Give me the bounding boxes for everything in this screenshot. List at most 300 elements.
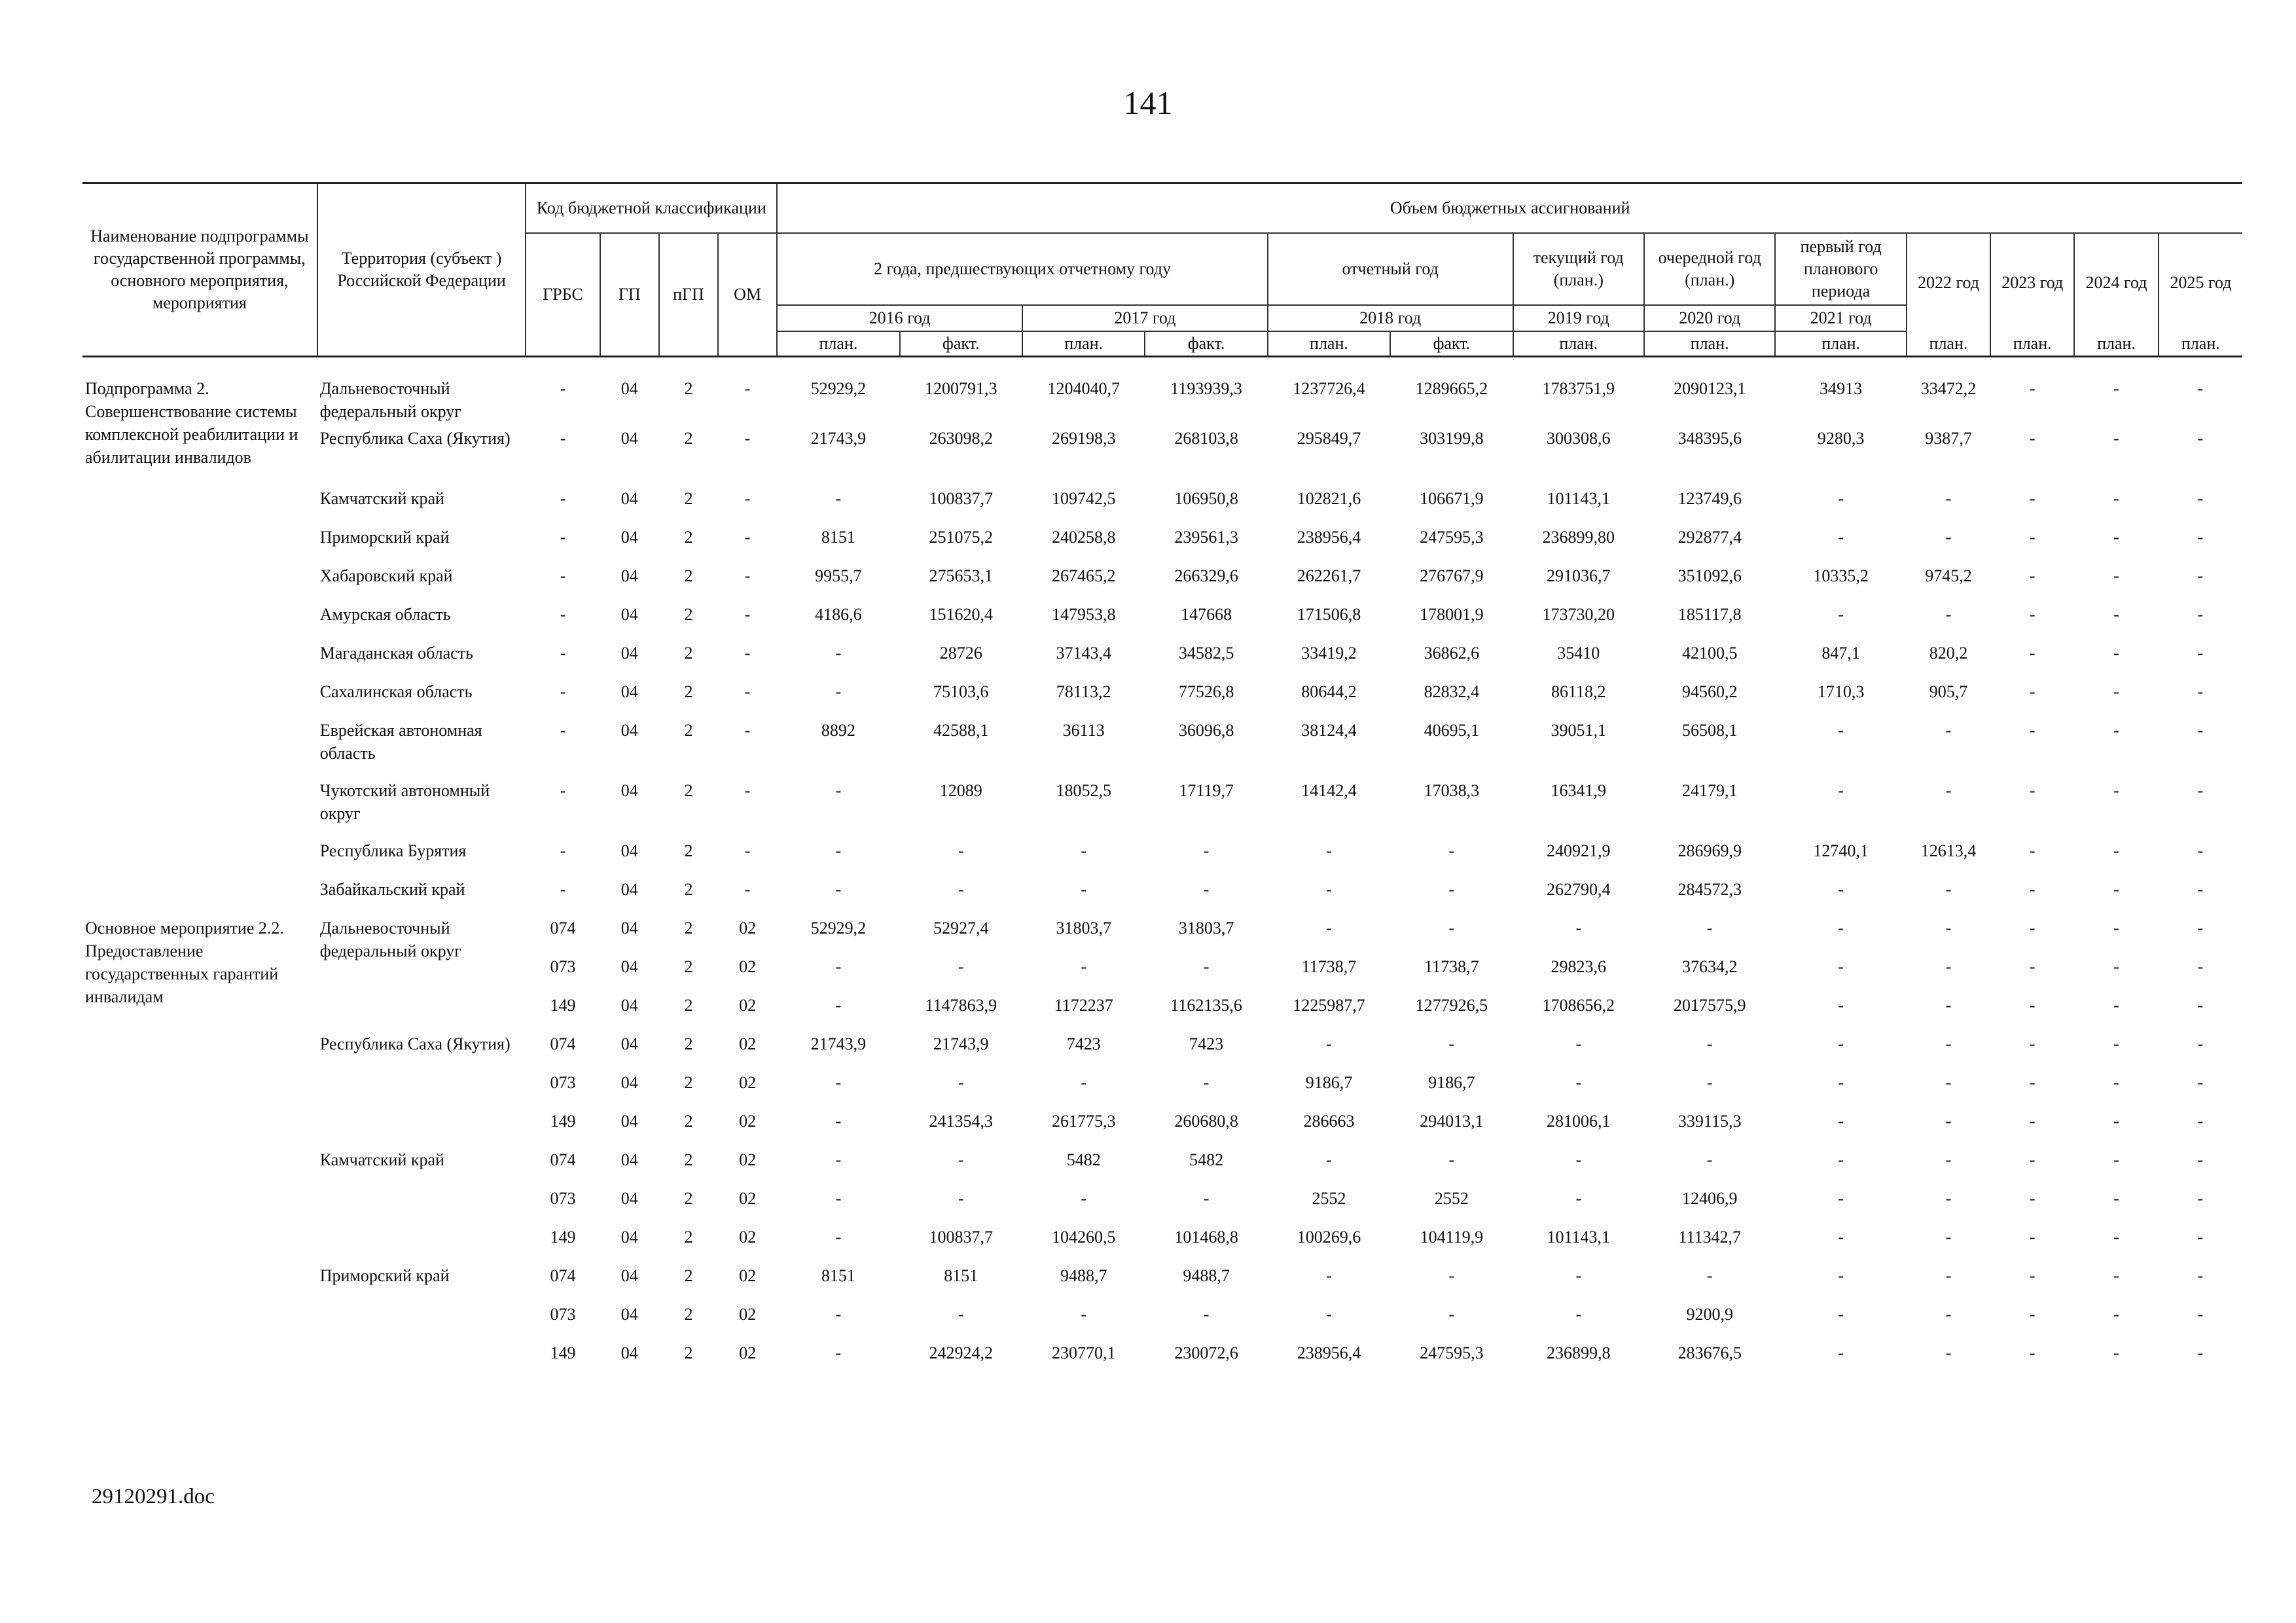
value-cell: - [2029, 489, 2036, 508]
value-cell: - [1326, 1266, 1332, 1285]
value-cell: 21743,9 [810, 1034, 867, 1053]
value-cell: 28726 [939, 644, 982, 663]
value-cell: - [2197, 1189, 2204, 1208]
om-code: - [744, 528, 751, 547]
pgp-code: 2 [684, 841, 693, 860]
om-code: 02 [739, 1228, 757, 1247]
value-cell: 101468,8 [1174, 1228, 1238, 1247]
om-code: - [744, 566, 751, 585]
value-cell: 9488,7 [1060, 1266, 1107, 1285]
grbs-code: - [560, 528, 566, 547]
value-cell: 12740,1 [1813, 841, 1869, 860]
grbs-code: - [560, 682, 566, 701]
value-cell: 16341,9 [1551, 781, 1607, 800]
value-cell: - [2113, 1305, 2119, 1324]
value-cell: - [2197, 1305, 2204, 1324]
value-cell: - [958, 1073, 964, 1092]
header-plan: план. [1907, 331, 1990, 357]
value-cell: - [2197, 781, 2204, 800]
value-cell: - [2113, 1073, 2119, 1092]
table-row [82, 719, 2242, 779]
value-cell: - [1081, 841, 1087, 860]
value-cell: - [1838, 1266, 1844, 1285]
value-cell: - [1838, 1343, 1844, 1362]
value-cell: 295849,7 [1297, 429, 1361, 448]
pgp-code: 2 [684, 1189, 693, 1208]
value-cell: 2552 [1312, 1189, 1346, 1208]
value-cell: - [2029, 429, 2036, 448]
value-cell: - [1326, 1034, 1332, 1053]
grbs-code: - [560, 605, 566, 624]
value-cell: - [2197, 1034, 2204, 1053]
value-cell: 241354,3 [929, 1112, 994, 1131]
om-code: 02 [739, 1150, 757, 1169]
value-cell: - [1575, 919, 1582, 938]
value-cell: - [1448, 1305, 1455, 1324]
value-cell: 8151 [821, 528, 855, 547]
budget-table [82, 182, 2242, 1380]
value-cell: 8151 [821, 1266, 855, 1285]
grbs-code: - [560, 841, 566, 860]
value-cell: 247595,3 [1420, 1343, 1484, 1362]
territory-name: Сахалинская область [319, 682, 473, 701]
table-row [82, 357, 2242, 428]
value-cell: - [835, 682, 842, 701]
value-cell: 56508,1 [1681, 721, 1738, 740]
grbs-code: - [560, 566, 566, 585]
value-cell: - [1838, 605, 1844, 624]
value-cell: - [1838, 1189, 1844, 1208]
value-cell: - [1203, 1305, 1210, 1324]
value-cell: 178001,9 [1420, 605, 1484, 624]
page-number: 141 [1123, 84, 1173, 121]
om-code: 02 [739, 1112, 757, 1131]
table-row [82, 917, 2242, 955]
grbs-code: 073 [550, 1305, 576, 1324]
value-cell: - [1945, 528, 1952, 547]
program-name: Основное мероприятие 2.2. Предоставление государственных гарантий инвалидам [85, 919, 284, 1007]
value-cell: - [1838, 1073, 1844, 1092]
pgp-code: 2 [684, 721, 693, 740]
value-cell: 1193939,3 [1170, 379, 1242, 398]
value-cell: - [1838, 1112, 1844, 1131]
value-cell: - [958, 1150, 964, 1169]
grbs-code: 074 [550, 1034, 576, 1053]
pgp-code: 2 [684, 1343, 693, 1362]
value-cell: 17119,7 [1179, 781, 1234, 800]
value-cell: - [2029, 841, 2036, 860]
gp-code: 04 [620, 379, 638, 398]
table-row [82, 680, 2242, 719]
value-cell: - [2197, 682, 2204, 701]
value-cell: 78113,2 [1056, 682, 1111, 701]
grbs-code: 073 [550, 957, 576, 976]
value-cell: - [835, 1343, 842, 1362]
value-cell: - [835, 489, 842, 508]
header-2025: 2025 год [2159, 233, 2242, 331]
grbs-code: - [560, 489, 566, 508]
value-cell: - [1945, 1034, 1952, 1053]
value-cell: 242924,2 [929, 1343, 994, 1362]
value-cell: - [1575, 1034, 1582, 1053]
value-cell: 291036,7 [1547, 566, 1611, 585]
value-cell: - [1945, 721, 1952, 740]
value-cell: 1783751,9 [1542, 379, 1615, 398]
value-cell: - [1575, 1305, 1582, 1324]
value-cell: 12406,9 [1681, 1189, 1738, 1208]
value-cell: - [2113, 957, 2119, 976]
value-cell: - [2113, 1150, 2119, 1169]
value-cell: - [2029, 880, 2036, 899]
value-cell: - [2197, 566, 2204, 585]
value-cell: - [2113, 429, 2119, 448]
value-cell: 1708656,2 [1542, 996, 1615, 1015]
header-gp: ГП [600, 233, 659, 357]
value-cell: 292877,4 [1677, 528, 1742, 547]
value-cell: - [2197, 841, 2204, 860]
value-cell: 260680,8 [1174, 1112, 1238, 1131]
value-cell: - [1326, 841, 1332, 860]
value-cell: - [1326, 919, 1332, 938]
value-cell: - [1448, 919, 1455, 938]
gp-code: 04 [620, 429, 638, 448]
value-cell: 33419,2 [1301, 644, 1357, 663]
header-report-year: отчетный год [1268, 233, 1513, 305]
value-cell: 2090123,1 [1673, 379, 1746, 398]
grbs-code: 073 [550, 1073, 576, 1092]
grbs-code: 149 [550, 1228, 576, 1247]
value-cell: - [2113, 644, 2119, 663]
value-cell: - [835, 644, 842, 663]
value-cell: 2017575,9 [1673, 996, 1746, 1015]
value-cell: - [1326, 1150, 1332, 1169]
table-row [82, 1264, 2242, 1303]
table-row [82, 526, 2242, 564]
value-cell: 52927,4 [933, 919, 989, 938]
value-cell: - [2113, 1112, 2119, 1131]
value-cell: - [1575, 1150, 1582, 1169]
value-cell: - [1203, 1073, 1210, 1092]
value-cell: 261775,3 [1051, 1112, 1116, 1131]
table-row [82, 1148, 2242, 1187]
om-code: - [744, 605, 751, 624]
om-code: 02 [739, 1343, 757, 1362]
gp-code: 04 [620, 781, 638, 800]
header-plan: план. [2159, 331, 2242, 357]
territory-name: Дальневосточный федеральный округ [319, 379, 461, 422]
header-2021: 2021 год [1775, 305, 1906, 331]
value-cell: - [1838, 1034, 1844, 1053]
om-code: 02 [739, 1266, 757, 1285]
om-code: - [744, 429, 751, 448]
value-cell: - [2029, 1228, 2036, 1247]
pgp-code: 2 [684, 1266, 693, 1285]
territory-name: Чукотский автономный округ [319, 781, 490, 824]
table-row [82, 878, 2242, 917]
gp-code: 04 [620, 919, 638, 938]
value-cell: - [1945, 919, 1952, 938]
territory-name: Еврейская автономная область [319, 721, 482, 763]
table-row [82, 603, 2242, 642]
value-cell: - [1838, 1150, 1844, 1169]
value-cell: 262261,7 [1297, 566, 1361, 585]
grbs-code: 073 [550, 1189, 576, 1208]
pgp-code: 2 [684, 957, 693, 976]
value-cell: 266329,6 [1174, 566, 1238, 585]
pgp-code: 2 [684, 566, 693, 585]
header-territory: Территория (субъект ) Российской Федерации [317, 183, 526, 357]
header-grbs: ГРБС [526, 233, 600, 357]
value-cell: 42588,1 [933, 721, 989, 740]
territory-name: Хабаровский край [319, 566, 453, 585]
value-cell: 18052,5 [1056, 781, 1111, 800]
value-cell: - [1945, 1189, 1952, 1208]
value-cell: - [1838, 489, 1844, 508]
value-cell: 38124,4 [1301, 721, 1357, 740]
value-cell: 111342,7 [1678, 1228, 1741, 1247]
value-cell: 21743,9 [933, 1034, 989, 1053]
table-header [82, 183, 2242, 357]
gp-code: 04 [620, 528, 638, 547]
value-cell: 236899,8 [1547, 1343, 1611, 1362]
value-cell: 820,2 [1929, 644, 1968, 663]
value-cell: 1225987,7 [1293, 996, 1365, 1015]
grbs-code: 149 [550, 996, 576, 1015]
value-cell: 31803,7 [1056, 919, 1111, 938]
table-row [82, 427, 2242, 487]
value-cell: 1289665,2 [1415, 379, 1488, 398]
value-cell: - [1838, 1228, 1844, 1247]
value-cell: - [2029, 528, 2036, 547]
value-cell: - [1945, 996, 1952, 1015]
pgp-code: 2 [684, 379, 693, 398]
value-cell: 9488,7 [1183, 1266, 1230, 1285]
pgp-code: 2 [684, 996, 693, 1015]
value-cell: - [1706, 1150, 1713, 1169]
grbs-code: - [560, 429, 566, 448]
value-cell: - [835, 1305, 842, 1324]
table-row [82, 1032, 2242, 1071]
value-cell: - [1838, 781, 1844, 800]
value-cell: - [958, 880, 964, 899]
value-cell: - [1203, 880, 1210, 899]
value-cell: - [2029, 1112, 2036, 1131]
gp-code: 04 [620, 1073, 638, 1092]
value-cell: - [1945, 1228, 1952, 1247]
grbs-code: 149 [550, 1112, 576, 1131]
value-cell: 40695,1 [1424, 721, 1480, 740]
pgp-code: 2 [684, 781, 693, 800]
value-cell: - [2029, 379, 2036, 398]
value-cell: 240921,9 [1547, 841, 1611, 860]
value-cell: 240258,8 [1051, 528, 1116, 547]
value-cell: 230770,1 [1051, 1343, 1116, 1362]
gp-code: 04 [620, 566, 638, 585]
value-cell: 106671,9 [1420, 489, 1484, 508]
value-cell: 300308,6 [1547, 429, 1611, 448]
value-cell: 348395,6 [1677, 429, 1742, 448]
value-cell: 268103,8 [1174, 429, 1238, 448]
header-first-plan-year: первый год планового периода [1775, 233, 1906, 305]
value-cell: 286969,9 [1677, 841, 1742, 860]
value-cell: 185117,8 [1677, 605, 1742, 624]
value-cell: 239561,3 [1174, 528, 1238, 547]
header-next-year: очередной год (план.) [1644, 233, 1775, 305]
value-cell: - [2197, 721, 2204, 740]
value-cell: 104119,9 [1420, 1228, 1484, 1247]
value-cell: 5482 [1066, 1150, 1101, 1169]
value-cell: - [2197, 528, 2204, 547]
value-cell: - [1945, 1150, 1952, 1169]
value-cell: - [835, 1150, 842, 1169]
territory-name: Камчатский край [319, 489, 444, 508]
value-cell: - [2197, 1150, 2204, 1169]
value-cell: - [835, 841, 842, 860]
value-cell: - [2029, 1073, 2036, 1092]
pgp-code: 2 [684, 1112, 693, 1131]
value-cell: 275653,1 [929, 566, 994, 585]
header-fact: факт. [1145, 331, 1267, 357]
value-cell: 1147863,9 [925, 996, 997, 1015]
value-cell: - [1838, 880, 1844, 899]
value-cell: - [1575, 1073, 1582, 1092]
value-cell: 9387,7 [1925, 429, 1972, 448]
value-cell: 34913 [1820, 379, 1863, 398]
value-cell: - [2029, 605, 2036, 624]
value-cell: - [835, 996, 842, 1015]
value-cell: - [1081, 1189, 1087, 1208]
territory-name: Камчатский край [319, 1150, 444, 1169]
value-cell: - [2113, 528, 2119, 547]
value-cell: - [958, 1305, 964, 1324]
value-cell: - [1945, 781, 1952, 800]
pgp-code: 2 [684, 489, 693, 508]
value-cell: 39051,1 [1551, 721, 1607, 740]
value-cell: 351092,6 [1677, 566, 1742, 585]
header-name: Наименование подпрограммы государственной программы, основного мероприятия, мероприятия [82, 183, 317, 357]
value-cell: 36862,6 [1424, 644, 1480, 663]
value-cell: 10335,2 [1813, 566, 1869, 585]
value-cell: 11738,7 [1301, 957, 1357, 976]
value-cell: - [2029, 1343, 2036, 1362]
header-volume-group: Объем бюджетных ассигнований [777, 183, 2242, 234]
om-code: - [744, 379, 751, 398]
territory-name: Забайкальский край [319, 880, 465, 899]
value-cell: - [1706, 1266, 1713, 1285]
header-2019: 2019 год [1513, 305, 1644, 331]
header-2017: 2017 год [1022, 305, 1268, 331]
value-cell: - [2197, 996, 2204, 1015]
value-cell: - [2029, 957, 2036, 976]
value-cell: - [1838, 919, 1844, 938]
value-cell: 147668 [1181, 605, 1232, 624]
value-cell: - [2197, 379, 2204, 398]
value-cell: 52929,2 [810, 919, 867, 938]
value-cell: 9280,3 [1817, 429, 1865, 448]
value-cell: 109742,5 [1051, 489, 1116, 508]
value-cell: 100837,7 [929, 1228, 994, 1247]
header-plan: план. [1268, 331, 1390, 357]
value-cell: - [1838, 996, 1844, 1015]
om-code: - [744, 644, 751, 663]
value-cell: - [2113, 919, 2119, 938]
gp-code: 04 [620, 1266, 638, 1285]
value-cell: 8151 [944, 1266, 978, 1285]
value-cell: 35410 [1557, 644, 1600, 663]
value-cell: - [2029, 1034, 2036, 1053]
program-name: Подпрограмма 2. Совершенствование системы комплексной реабилитации и абилитации инвалидов [85, 379, 298, 467]
value-cell: 82832,4 [1424, 682, 1480, 701]
value-cell: 12089 [939, 781, 982, 800]
value-cell: - [1326, 880, 1332, 899]
header-2024: 2024 год [2074, 233, 2158, 331]
territory-name: Амурская область [319, 605, 451, 624]
gp-code: 04 [620, 957, 638, 976]
pgp-code: 2 [684, 1034, 693, 1053]
value-cell: 303199,8 [1420, 429, 1484, 448]
pgp-code: 2 [684, 1305, 693, 1324]
header-plan: план. [1644, 331, 1775, 357]
pgp-code: 2 [684, 880, 693, 899]
value-cell: 151620,4 [929, 605, 994, 624]
header-fact: факт. [900, 331, 1022, 357]
header-om: ОМ [718, 233, 777, 357]
header-two-years: 2 года, предшествующих отчетному году [777, 233, 1268, 305]
gp-code: 04 [620, 489, 638, 508]
gp-code: 04 [620, 644, 638, 663]
value-cell: 339115,3 [1677, 1112, 1742, 1131]
value-cell: 29823,6 [1551, 957, 1607, 976]
value-cell: - [1945, 957, 1952, 976]
pgp-code: 2 [684, 1150, 693, 1169]
territory-name: Республика Саха (Якутия) [319, 429, 511, 448]
grbs-code: 074 [550, 1150, 576, 1169]
value-cell: 33472,2 [1920, 379, 1977, 398]
value-cell: 75103,6 [933, 682, 989, 701]
header-plan: план. [1775, 331, 1906, 357]
value-cell: - [1203, 957, 1210, 976]
value-cell: - [2113, 1266, 2119, 1285]
header-2016: 2016 год [777, 305, 1022, 331]
value-cell: - [2029, 721, 2036, 740]
value-cell: 36096,8 [1178, 721, 1234, 740]
value-cell: 7423 [1189, 1034, 1224, 1053]
grbs-code: - [560, 781, 566, 800]
table-body [82, 357, 2242, 1381]
territory-name: Приморский край [319, 1266, 450, 1285]
value-cell: 9955,7 [815, 566, 862, 585]
grbs-code: - [560, 880, 566, 899]
value-cell: 1237726,4 [1293, 379, 1365, 398]
value-cell: - [2113, 379, 2119, 398]
value-cell: - [1326, 1305, 1332, 1324]
value-cell: - [2113, 1189, 2119, 1208]
grbs-code: - [560, 379, 566, 398]
value-cell: - [2197, 1266, 2204, 1285]
value-cell: 42100,5 [1681, 644, 1738, 663]
om-code: 02 [739, 1034, 757, 1053]
gp-code: 04 [620, 1228, 638, 1247]
value-cell: 147953,8 [1051, 605, 1116, 624]
gp-code: 04 [620, 721, 638, 740]
document-filename: 29120291.doc [92, 1485, 215, 1508]
om-code: 02 [739, 1305, 757, 1324]
value-cell: 847,1 [1821, 644, 1860, 663]
gp-code: 04 [620, 841, 638, 860]
value-cell: - [2197, 1112, 2204, 1131]
om-code: 02 [739, 1189, 757, 1208]
territory-name: Дальневосточный федеральный округ [319, 919, 461, 961]
